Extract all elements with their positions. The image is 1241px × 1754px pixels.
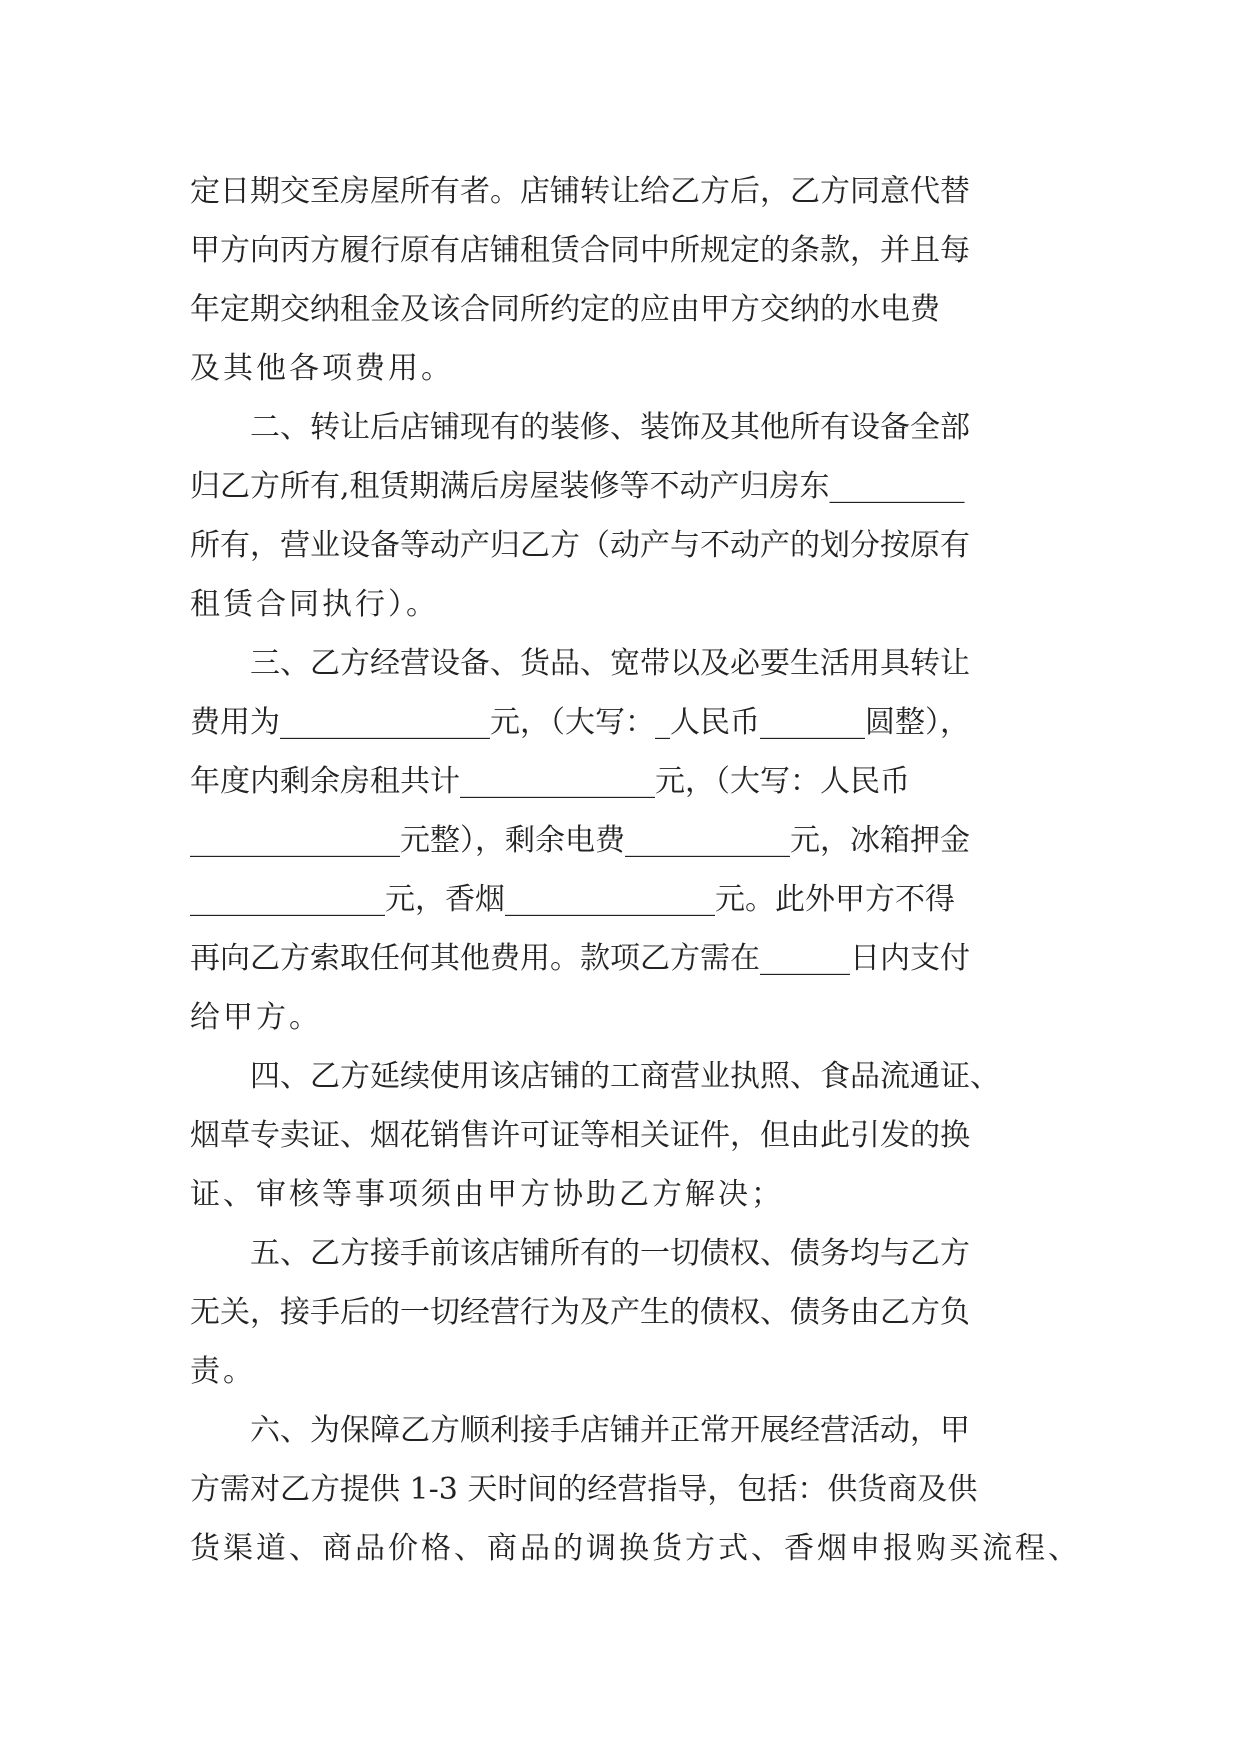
text-line: 方需对乙方提供 1-3 天时间的经营指导，包括：供货商及供: [190, 1472, 978, 1507]
text-line: 无关，接手后的一切经营行为及产生的债权、债务由乙方负: [190, 1295, 970, 1330]
paragraph: [190, 1401, 1081, 1578]
document-body: [190, 162, 1081, 1578]
text-line: 四、乙方延续使用该店铺的工商营业执照、食品流通证、: [190, 1059, 1000, 1094]
text-line: 年度内剩余房租共计_____________元，（大写：人民币: [190, 764, 910, 799]
text-line: 货渠道、商品价格、商品的调换货方式、香烟申报购买流程、: [190, 1531, 1081, 1566]
text-line: ______________元整），剩余电费___________元，冰箱押金: [190, 823, 970, 858]
paragraph: [190, 1224, 1060, 1401]
paragraph: [190, 162, 1060, 398]
text-line: 责。: [190, 1354, 256, 1389]
text-line: 年定期交纳租金及该合同所约定的应由甲方交纳的水电费: [190, 292, 940, 327]
text-line: 租赁合同执行）。: [190, 587, 439, 622]
text-line: 定日期交至房屋所有者。店铺转让给乙方后，乙方同意代替: [190, 174, 970, 209]
text-line: 三、乙方经营设备、货品、宽带以及必要生活用具转让: [190, 646, 970, 681]
text-line: 及其他各项费用。: [190, 351, 454, 386]
text-line: 甲方向丙方履行原有店铺租赁合同中所规定的条款，并且每: [190, 233, 970, 268]
text-line: 证、审核等事项须由甲方协助乙方解决；: [190, 1177, 784, 1212]
text-line: 烟草专卖证、烟花销售许可证等相关证件，但由此引发的换: [190, 1118, 970, 1153]
text-line: 二、转让后店铺现有的装修、装饰及其他所有设备全部: [190, 410, 970, 445]
paragraph: [190, 398, 1060, 634]
text-line: 所有，营业设备等动产归乙方（动产与不动产的划分按原有: [190, 528, 970, 563]
paragraph: [190, 1047, 1060, 1224]
text-line: 给甲方。: [190, 1000, 322, 1035]
text-line: 归乙方所有,租赁期满后房屋装修等不动产归房东_________: [190, 469, 965, 504]
text-line: _____________元，香烟______________元。此外甲方不得: [190, 882, 955, 917]
text-line: 六、为保障乙方顺利接手店铺并正常开展经营活动，甲: [190, 1413, 970, 1448]
text-line: 五、乙方接手前该店铺所有的一切债权、债务均与乙方: [190, 1236, 970, 1271]
paragraph: [190, 634, 1060, 1047]
text-line: 费用为______________元，（大写：_人民币_______圆整），: [190, 705, 970, 740]
text-line: 再向乙方索取任何其他费用。款项乙方需在______日内支付: [190, 941, 970, 976]
